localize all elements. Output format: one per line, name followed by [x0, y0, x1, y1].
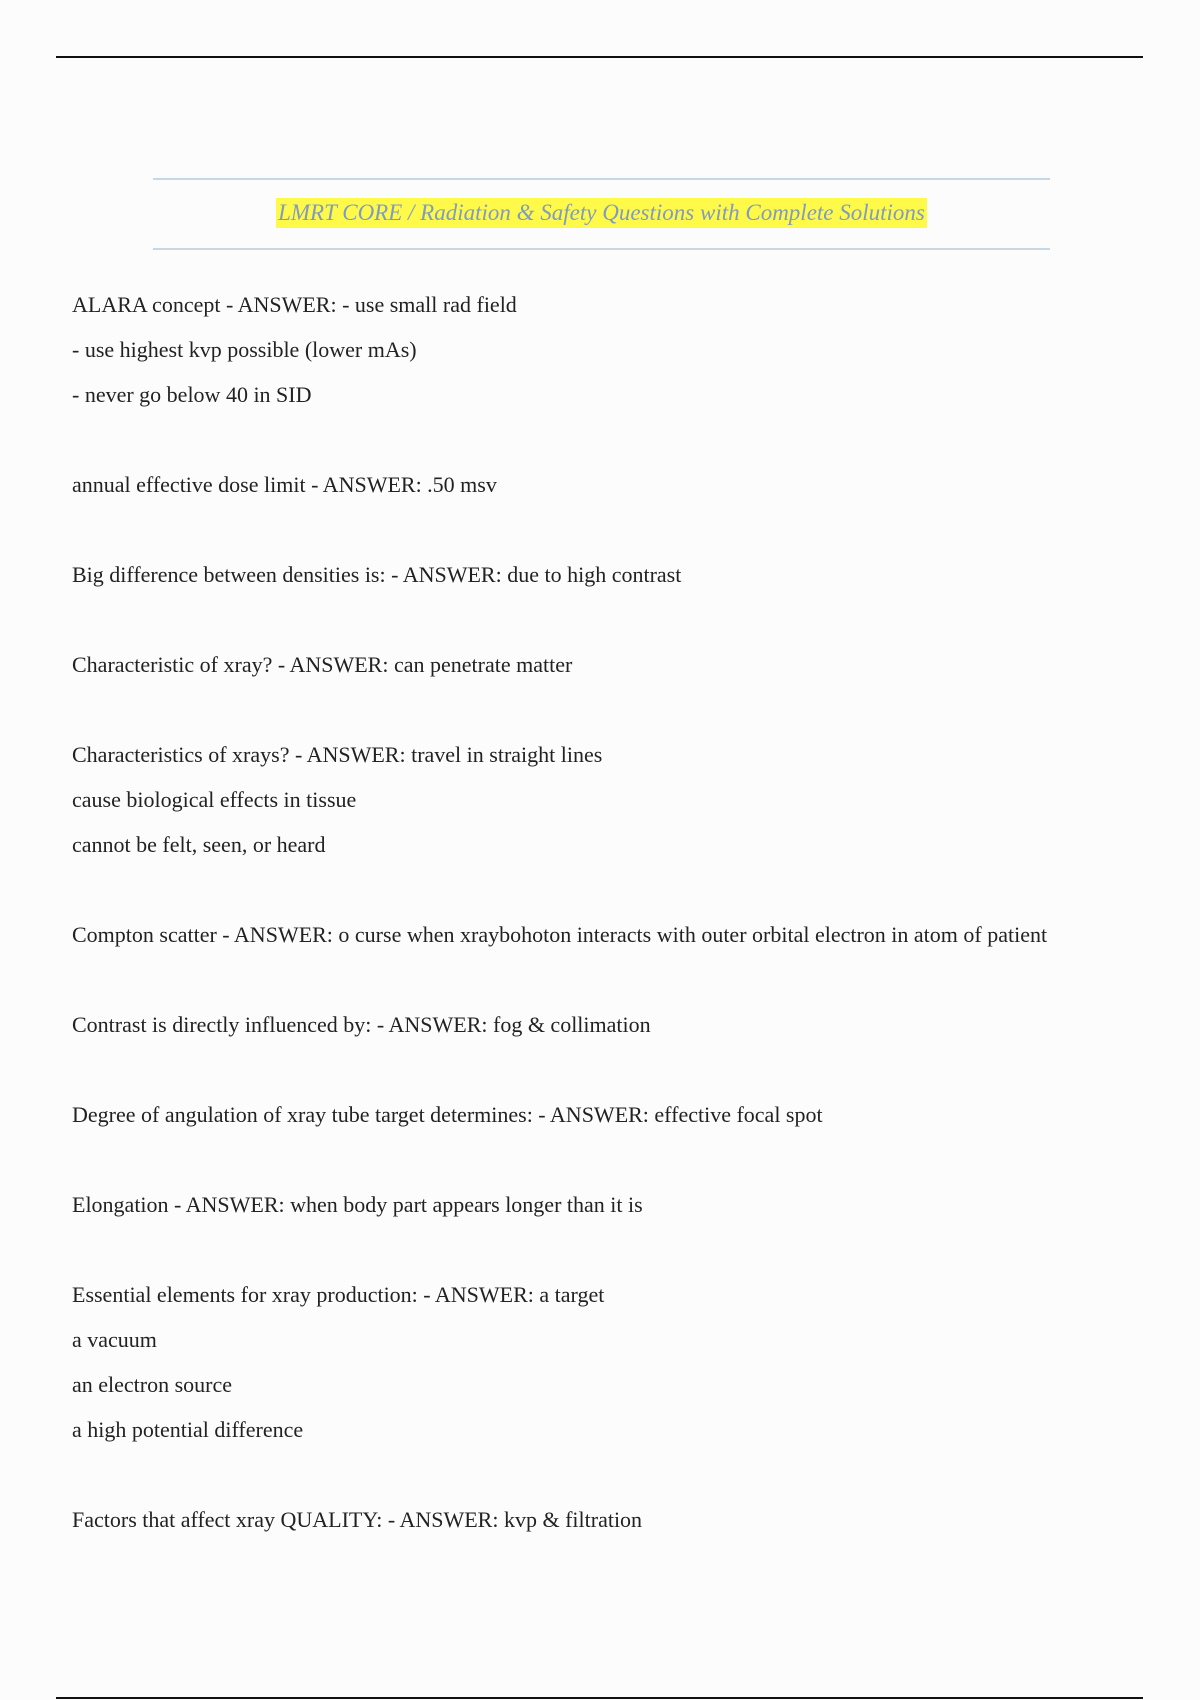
qa-line: Essential elements for xray production: - ANSWER: a target	[72, 1282, 605, 1307]
qa-entry-angulation	[72, 1092, 1152, 1137]
qa-line: Contrast is directly influenced by: - ANSWER: fog & collimation	[72, 1012, 651, 1037]
qa-line: annual effective dose limit - ANSWER: .50 msv	[72, 472, 497, 497]
qa-entry-densities	[72, 552, 1152, 597]
qa-entry-compton	[72, 912, 1152, 957]
qa-line: Factors that affect xray QUALITY: - ANSWER: kvp & filtration	[72, 1507, 643, 1532]
qa-entry-essential-elements	[72, 1272, 1152, 1452]
qa-line: cause biological effects in tissue	[72, 787, 357, 812]
qa-line: Characteristics of xrays? - ANSWER: travel in straight lines	[72, 742, 603, 767]
page-top-rule	[56, 56, 1143, 58]
page-bottom-rule	[56, 1697, 1143, 1699]
document-title: LMRT CORE / Radiation & Safety Questions with Complete Solutions	[276, 198, 927, 228]
qa-line: ALARA concept - ANSWER: - use small rad field	[72, 292, 517, 317]
qa-line: Elongation - ANSWER: when body part appears longer than it is	[72, 1192, 643, 1217]
qa-entry-dose-limit	[72, 462, 1152, 507]
title-rule-upper	[153, 178, 1050, 180]
qa-line: Degree of angulation of xray tube target determines: - ANSWER: effective focal spot	[72, 1102, 823, 1127]
qa-line: Big difference between densities is: - ANSWER: due to high contrast	[72, 562, 682, 587]
qa-entry-characteristic	[72, 642, 1152, 687]
qa-line: cannot be felt, seen, or heard	[72, 832, 326, 857]
qa-line: Characteristic of xray? - ANSWER: can penetrate matter	[72, 652, 573, 677]
qa-entry-elongation	[72, 1182, 1152, 1227]
qa-entry-alara	[72, 282, 1152, 417]
qa-line: a high potential difference	[72, 1417, 304, 1442]
qa-entry-characteristics	[72, 732, 1152, 867]
qa-entry-contrast	[72, 1002, 1152, 1047]
qa-line: Compton scatter - ANSWER: o curse when xraybohoton interacts with outer orbital electron in atom of patient	[72, 922, 1048, 947]
qa-line: - use highest kvp possible (lower mAs)	[72, 337, 417, 362]
title-rule-lower	[153, 248, 1050, 250]
qa-line: - never go below 40 in SID	[72, 382, 312, 407]
qa-entry-quality-factors	[72, 1497, 1152, 1542]
qa-list	[72, 282, 1152, 1587]
qa-line: a vacuum	[72, 1327, 157, 1352]
qa-line: an electron source	[72, 1372, 233, 1397]
title-block	[153, 198, 1050, 228]
